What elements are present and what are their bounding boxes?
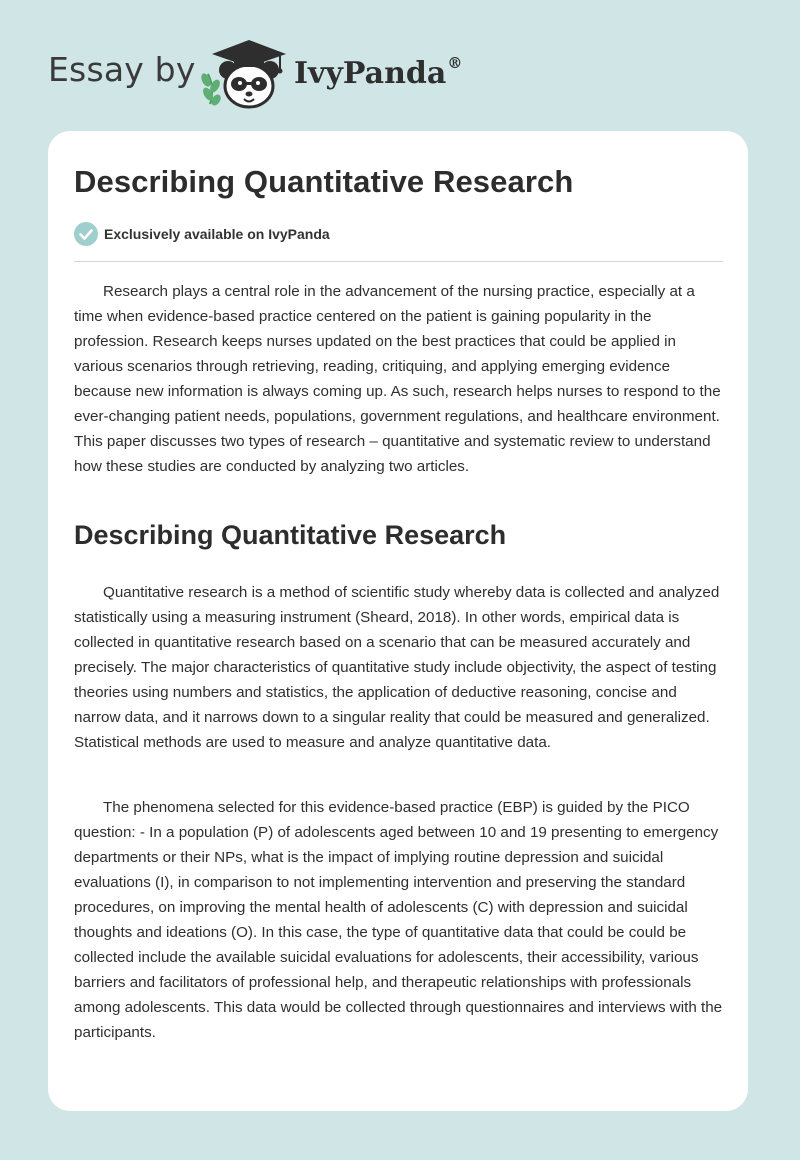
section-heading: Describing Quantitative Research [74,520,507,550]
trademark-symbol: ® [447,54,463,72]
check-badge-icon [74,222,98,246]
essay-card [48,131,748,1111]
exclusive-label: Exclusively available on IvyPanda [104,226,330,242]
intro-paragraph: Research plays a central role in the advancement of the nursing practice, especially at a time when evidence-based practice centered on the patient is gaining popularity in the profession. Research keeps nurses updated on the best practices that could be applied in various scenarios through retrieving, reading, critiquing, and applying emerging evidence because new information is always coming up. As such, research helps nurses to respond to the ever-changing patient needs, populations, government regulations, and healthcare environment. This paper discusses two types of research – quantitative and systematic review to understand how these studies are conducted by analyzing two articles. [74,283,721,475]
essay-by-label: Essay by [48,50,196,89]
divider [74,261,723,262]
exclusive-badge [74,222,330,246]
body-paragraph: Quantitative research is a method of scientific study whereby data is collected and analyzed statistically using a measuring instrument (Sheard, 2018). In other words, empirical data is collected in quantitative research based on a scenario that can be measured accurately and precisely. The major characteristics of quantitative study include objectivity, the aspect of testing theories using numbers and statistics, the application of deductive reasoning, concise and narrow data, and it narrows down to a singular reality that could be measured and generalized. Statistical methods are used to measure and analyze quantitative data. [74,584,720,751]
brand-name[interactable]: IvyPanda® [294,54,463,91]
panda-graduate-logo-icon[interactable] [200,34,292,110]
body-paragraph: The phenomena selected for this evidence-based practice (EBP) is guided by the PICO question: - In a population (P) of adolescents aged between 10 and 19 presenting to emergency departments or their NPs, what is the impact of implying routine depression and suicidal evaluations (I), in comparison to not implementing intervention and preserving the standard procedures, on improving the mental health of adolescents (C) with depression and suicidal thoughts and ideations (O). In this case, the type of quantitative data that could be could be collected include the available suicidal evaluations for adolescents, their accessibility, various barriers and facilitators of professional help, and therapeutic relationships with professionals among adolescents. This data would be collected through questionnaires and interviews with the participants. [74,799,723,1041]
page-title: Describing Quantitative Research [74,164,574,199]
site-header [0,0,800,120]
